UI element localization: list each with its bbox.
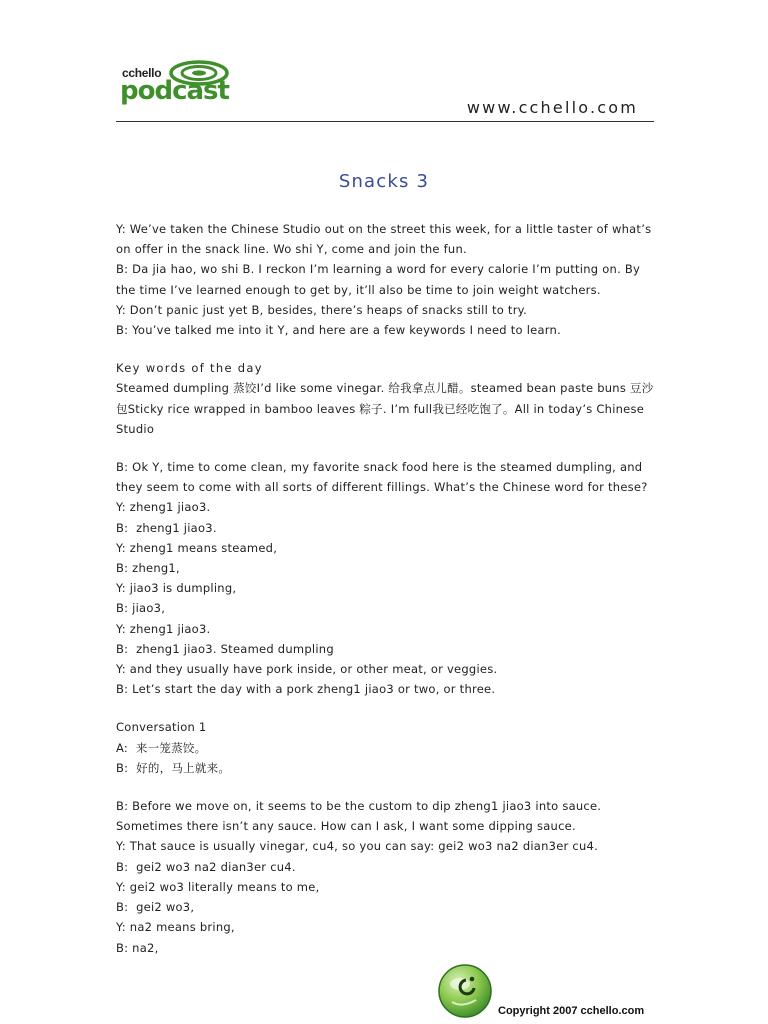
dialogue-line: Y: We’ve taken the Chinese Studio out on the street this week, for a little taster of what’s on offer in the snack line. Wo shi Y, come and join the fun.	[116, 222, 652, 257]
dialogue-line: B: jiao3,	[116, 601, 166, 616]
dialogue-line: Y: na2 means bring,	[116, 920, 235, 935]
dialogue-line: Y: jiao3 is dumpling,	[116, 581, 237, 596]
keywords-section	[116, 358, 656, 439]
dialogue-line: B: You’ve talked me into it Y, and here are a few keywords I need to learn.	[116, 323, 562, 338]
logo-big-text: podcast	[120, 76, 229, 106]
dialogue-line: Y: zheng1 jiao3.	[116, 500, 211, 515]
spacer	[116, 699, 656, 717]
spacer	[116, 439, 656, 457]
dialogue-line: B: zheng1 jiao3. Steamed dumpling	[116, 641, 334, 656]
dialogue-line: Y: That sauce is usually vinegar, cu4, so you can say: gei2 wo3 na2 dian3er cu4.	[116, 839, 599, 854]
footer-globe-logo-icon	[436, 962, 494, 1020]
conversation-line: B: 好的，马上就来。	[116, 760, 231, 775]
conversation-1-section	[116, 717, 656, 778]
keywords-text: Steamed dumpling 蒸饺I’d like some vinegar. 给我拿点儿醋。steamed bean paste buns 豆沙包Sticky rice wrapped in bamboo leaves 粽子. I’m full我已经吃饱了。All in today’s Chinese Studio	[116, 381, 654, 436]
conversation-line: A: 来一笼蒸饺。	[116, 740, 207, 755]
spacer	[116, 778, 656, 796]
dialogue-line: B: na2,	[116, 940, 159, 955]
dialogue-line: Y: Don’t panic just yet B, besides, there’s heaps of snacks still to try.	[116, 302, 527, 317]
dialogue-line: Y: zheng1 jiao3.	[116, 621, 211, 636]
spacer	[116, 340, 656, 358]
dialogue-line: Y: gei2 wo3 literally means to me,	[116, 879, 320, 894]
page-title: Snacks 3	[338, 171, 430, 192]
dialogue-section-2	[116, 796, 656, 958]
header-divider	[116, 121, 654, 122]
dialogue-line: B: zheng1 jiao3.	[116, 520, 217, 535]
cchello-podcast-logo	[120, 60, 230, 110]
dialogue-line: Y: zheng1 means steamed,	[116, 540, 278, 555]
intro-section	[116, 219, 656, 340]
site-url: www.cchello.com	[466, 98, 638, 117]
dialogue-line: B: gei2 wo3,	[116, 900, 195, 915]
dialogue-section-1	[116, 457, 656, 699]
dialogue-line: B: Let’s start the day with a pork zheng1 jiao3 or two, or three.	[116, 682, 496, 697]
dialogue-line: B: zheng1,	[116, 561, 180, 576]
copyright-text: Copyright 2007 cchello.com	[498, 1005, 645, 1017]
logo-small-text: cchello	[122, 66, 162, 80]
keywords-heading: Key words of the day	[116, 361, 263, 376]
document-body	[116, 219, 656, 958]
conversation-heading: Conversation 1	[116, 720, 207, 735]
dialogue-line: B: Before we move on, it seems to be the custom to dip zheng1 jiao3 into sauce. Sometimes there isn’t any sauce. How can I ask, I want some dipping sauce.	[116, 799, 602, 834]
dialogue-line: Y: and they usually have pork inside, or other meat, or veggies.	[116, 662, 498, 677]
dialogue-line: B: Da jia hao, wo shi B. I reckon I’m learning a word for every calorie I’m putting on. By the time I’ve learned enough to get by, it’ll also be time to join weight watchers.	[116, 262, 641, 297]
dialogue-line: B: gei2 wo3 na2 dian3er cu4.	[116, 859, 296, 874]
dialogue-line: B: Ok Y, time to come clean, my favorite snack food here is the steamed dumpling, and they seem to come with all sorts of different fillings. What’s the Chinese word for these?	[116, 460, 648, 495]
